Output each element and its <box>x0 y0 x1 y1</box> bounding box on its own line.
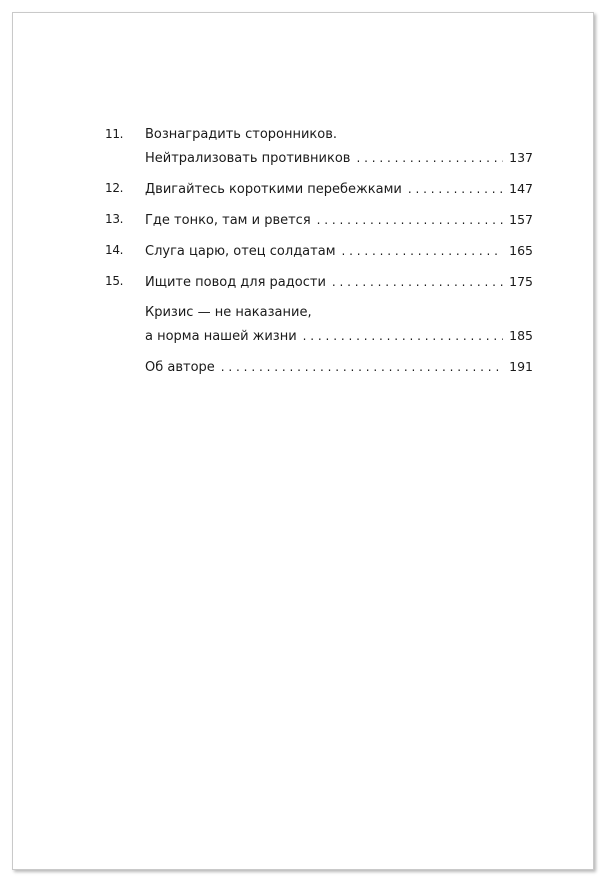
toc-entry-title-line-2: Нейтрализовать противников <box>145 151 351 166</box>
toc-entry-title: Об авторе <box>145 360 215 375</box>
dot-leader <box>356 147 503 170</box>
toc-entry-number: 12. <box>105 181 124 195</box>
toc-entry-page-number: 147 <box>509 181 533 196</box>
toc-entry[interactable] <box>105 355 533 379</box>
toc-entry[interactable] <box>105 270 533 294</box>
toc-entry-title-line-2: а норма нашей жизни <box>145 329 297 344</box>
toc-entry-page-number: 191 <box>509 359 533 374</box>
dot-leader <box>408 178 503 201</box>
dot-leader <box>342 240 504 263</box>
book-page <box>12 12 594 870</box>
toc-entry-page-number: 137 <box>509 150 533 165</box>
toc-entry[interactable] <box>105 177 533 201</box>
dot-leader <box>332 271 503 294</box>
toc-entry-title-line-1: Кризис — не наказание, <box>145 305 312 320</box>
toc-entry-number: 14. <box>105 243 124 257</box>
dot-leader <box>303 325 503 348</box>
toc-entry-title: Где тонко, там и рвется <box>145 213 311 228</box>
table-of-contents <box>105 123 533 386</box>
toc-entry-title: Двигайтесь короткими перебежками <box>145 182 402 197</box>
toc-entry[interactable] <box>105 239 533 263</box>
toc-entry-page-number: 185 <box>509 328 533 343</box>
toc-entry-title: Ищите повод для радости <box>145 275 326 290</box>
dot-leader <box>317 209 503 232</box>
toc-entry-number: 11. <box>105 127 124 141</box>
toc-entry[interactable] <box>105 123 533 170</box>
toc-entry-page-number: 157 <box>509 212 533 227</box>
toc-entry[interactable] <box>105 301 533 348</box>
toc-entry-number: 15. <box>105 274 124 288</box>
dot-leader <box>221 356 503 379</box>
toc-entry-number: 13. <box>105 212 124 226</box>
toc-entry-page-number: 175 <box>509 274 533 289</box>
toc-entry-page-number: 165 <box>509 243 533 258</box>
toc-entry-title-line-1: Вознаградить сторонников. <box>145 127 338 142</box>
toc-entry[interactable] <box>105 208 533 232</box>
toc-entry-title: Слуга царю, отец солдатам <box>145 244 336 259</box>
